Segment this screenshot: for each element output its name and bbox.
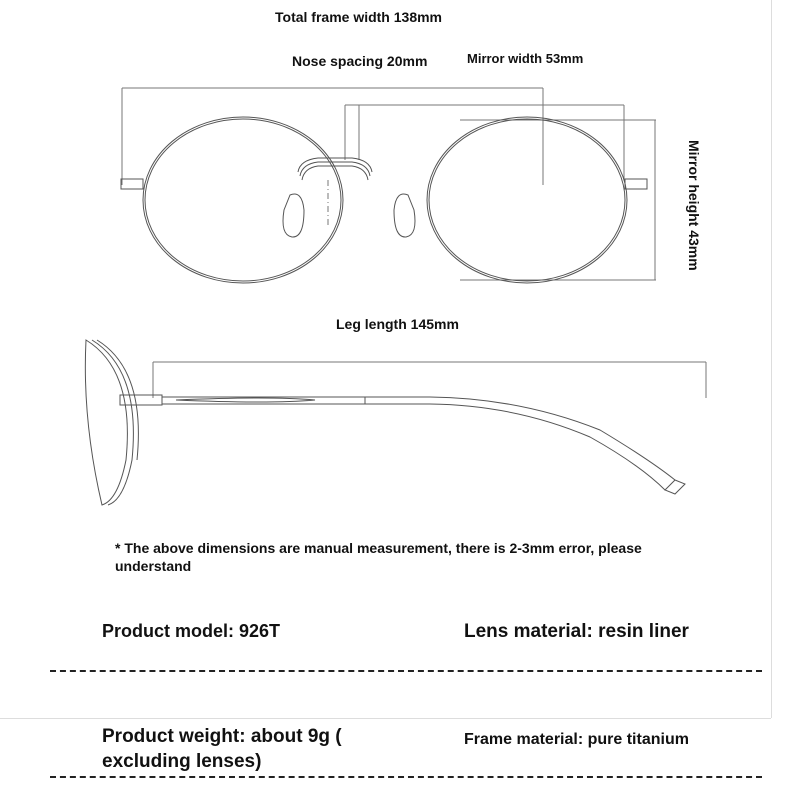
- panel-divider-horizontal: [0, 718, 771, 719]
- product-model: Product model: 926T: [102, 621, 281, 641]
- dashed-separator: [50, 670, 762, 672]
- front-view-frame: [121, 117, 647, 283]
- total-frame-width-label: Total frame width 138mm: [275, 9, 443, 25]
- lens-material: Lens material: resin liner: [464, 621, 689, 642]
- product-weight: Product weight: about 9g ( excluding lenses): [102, 726, 342, 772]
- side-view-dimension-line: [153, 362, 706, 398]
- mirror-height-label: Mirror height 43mm: [686, 140, 702, 271]
- dashed-separator: [50, 776, 762, 778]
- measurement-note: * The above dimensions are manual measurement, there is 2-3mm error, please understand: [115, 540, 642, 574]
- frame-material: Frame material: pure titanium: [464, 731, 689, 748]
- side-view-frame: [85, 340, 685, 505]
- mirror-width-label: Mirror width 53mm: [467, 51, 584, 66]
- leg-length-label: Leg length 145mm: [336, 316, 459, 332]
- front-view-dimension-lines: [122, 88, 656, 280]
- nose-spacing-label: Nose spacing 20mm: [292, 53, 428, 69]
